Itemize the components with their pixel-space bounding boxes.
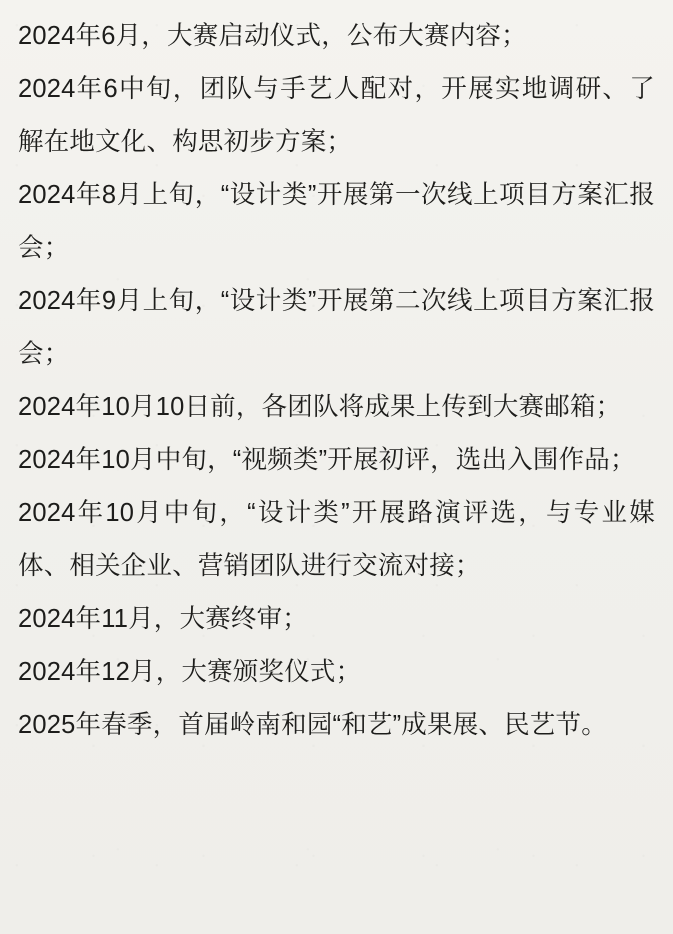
paragraph-3: 2024年8月上旬，“设计类”开展第一次线上项目方案汇报会；: [18, 181, 655, 262]
paragraph-6: 2024年10月中旬，“视频类”开展初评，选出入围作品；: [18, 446, 636, 474]
document-text-body: [18, 10, 655, 752]
paragraph-8: 2024年11月，大赛终审；: [18, 605, 308, 633]
paragraph-4: 2024年9月上旬，“设计类”开展第二次线上项目方案汇报会；: [18, 287, 655, 368]
paragraph-7: 2024年10月中旬，“设计类”开展路演评选，与专业媒体、相关企业、营销团队进行交流对接；: [18, 499, 655, 580]
paragraph-9: 2024年12月，大赛颁奖仪式；: [18, 658, 362, 686]
paragraph-10: 2025年春季，首届岭南和园“和艺”成果展、民艺节。: [18, 711, 607, 739]
paragraph-5: 2024年10月10日前，各团队将成果上传到大赛邮箱；: [18, 393, 622, 421]
paragraph-2: 2024年6中旬，团队与手艺人配对，开展实地调研、了解在地文化、构思初步方案；: [18, 75, 655, 156]
paragraph-1: 2024年6月，大赛启动仪式，公布大赛内容；: [18, 22, 527, 50]
